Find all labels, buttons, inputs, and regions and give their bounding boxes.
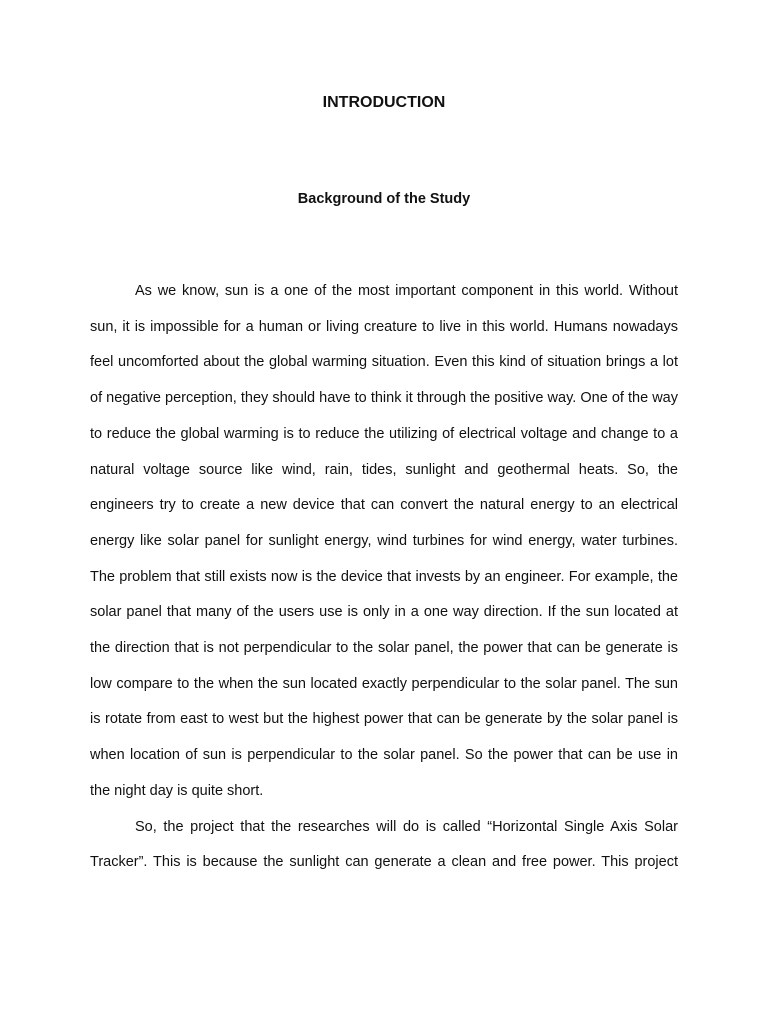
document-body bbox=[90, 274, 678, 881]
section-heading: Background of the Study bbox=[297, 191, 471, 207]
body-paragraph: As we know, sun is a one of the most important component in this world. Without sun, it is impossible for a human or living creature to live in this world. Humans nowadays feel uncomforted about the global warming situation. Even this kind of situation brings a lot of negative perception, they should have to think it through the positive way. One of the way to reduce the global warming is to reduce the utilizing of electrical voltage and change to a natural voltage source like wind, rain, tides, sunlight and geothermal heats. So, the engineers try to create a new device that can convert the natural energy to an electrical energy like solar panel for sunlight energy, wind turbines for wind energy, water turbines. The problem that still exists now is the device that invests by an engineer. For example, the solar panel that many of the users use is only in a one way direction. If the sun located at the direction that is not perpendicular to the solar panel, the power that can be generate is low compare to the when the sun located exactly perpendicular to the solar panel. The sun is rotate from east to west but the highest power that can be generate by the solar panel is when location of sun is perpendicular to the solar panel. So the power that can be use in the night day is quite short. bbox=[90, 283, 678, 799]
document-title: INTRODUCTION bbox=[322, 94, 446, 111]
body-paragraph: So, the project that the researches will do is called “Horizontal Single Axis Solar Tracker”. This is because the sunlight can generate a clean and free power. This project bbox=[90, 818, 678, 871]
